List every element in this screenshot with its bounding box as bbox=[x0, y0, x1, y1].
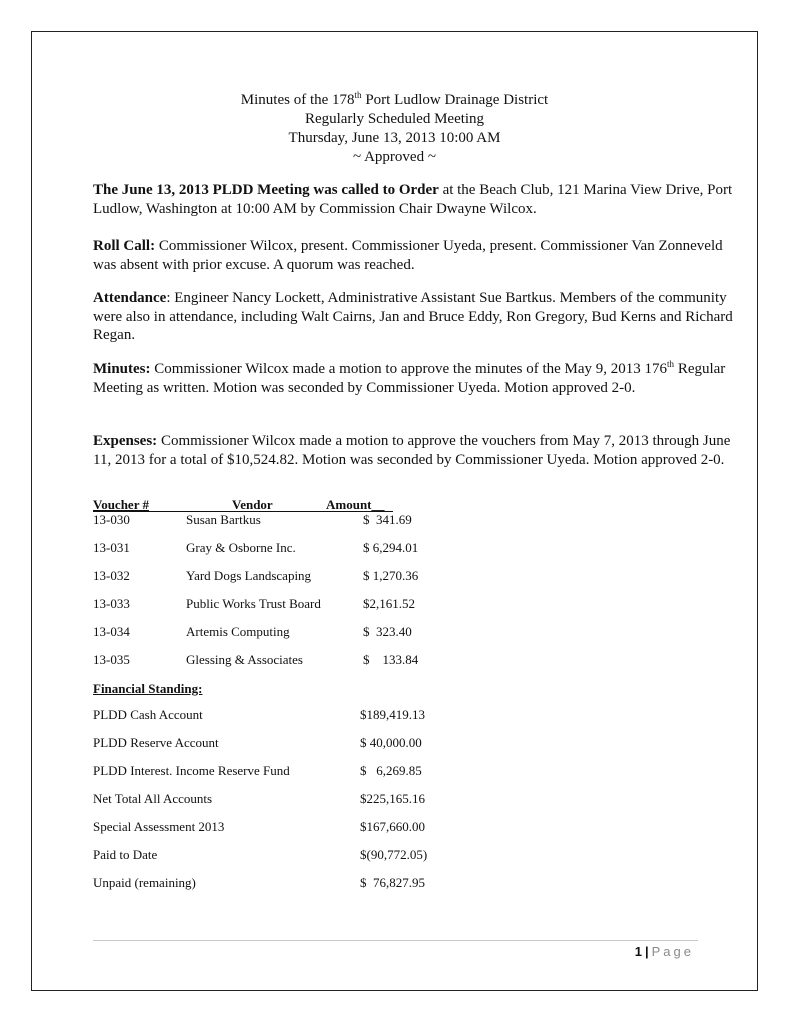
title-line-3: Thursday, June 13, 2013 10:00 AM bbox=[288, 130, 501, 146]
vendor-name: Susan Bartkus bbox=[186, 512, 261, 527]
roll-call-heading: Roll Call: bbox=[93, 238, 156, 254]
footer-divider bbox=[93, 940, 698, 941]
page-footer bbox=[635, 944, 694, 959]
amount-column-header: Amount__ bbox=[326, 497, 385, 512]
table-row bbox=[0, 652, 791, 670]
vendor-name: Artemis Computing bbox=[186, 624, 290, 639]
vendor-name: Public Works Trust Board bbox=[186, 596, 321, 611]
title-line-1: Minutes of the 178th Port Ludlow Drainage District bbox=[240, 90, 549, 108]
account-amount: $225,165.16 bbox=[360, 791, 425, 806]
voucher-column-header: Voucher # bbox=[93, 497, 149, 512]
account-amount: $ 6,269.85 bbox=[360, 763, 422, 778]
financial-row bbox=[0, 735, 791, 753]
account-amount: $167,660.00 bbox=[360, 819, 425, 834]
financial-row bbox=[0, 875, 791, 893]
call-to-order-heading: The June 13, 2013 PLDD Meeting was called to Order bbox=[93, 182, 439, 198]
table-row bbox=[0, 624, 791, 642]
footer-separator: | bbox=[644, 944, 649, 959]
voucher-amount: $ 133.84 bbox=[363, 652, 419, 667]
voucher-amount: $2,161.52 bbox=[363, 596, 415, 611]
attendance-paragraph: Attendance: Engineer Nancy Lockett, Administrative Assistant Sue Bartkus. Members of the community were also in attendance, including Walt Cairns, Jan and Bruce Eddy, Ron Gregory, Bud Kerns and Richard Regan. bbox=[93, 290, 733, 343]
expenses-paragraph: Expenses: Commissioner Wilcox made a motion to approve the vouchers from May 7, 2013 through June 11, 2013 for a total of $10,524.82. Motion was seconded by Commissioner Uyeda. Motion approved 2-0. bbox=[93, 433, 731, 468]
page-number: 1 bbox=[634, 944, 642, 959]
voucher-number: 13-032 bbox=[93, 568, 130, 583]
table-row bbox=[0, 596, 791, 614]
vendor-column-header: Vendor bbox=[232, 497, 273, 512]
voucher-number: 13-030 bbox=[93, 512, 130, 527]
roll-call-paragraph: Roll Call: Commissioner Wilcox, present. Commissioner Uyeda, present. Commissioner Van Zonneveld was absent with prior excuse. A quorum was reached. bbox=[93, 238, 723, 273]
account-label: Special Assessment 2013 bbox=[93, 819, 225, 834]
title-line-4: ~ Approved ~ bbox=[353, 149, 436, 165]
expenses-heading: Expenses: bbox=[93, 433, 158, 449]
account-amount: $ 40,000.00 bbox=[360, 735, 422, 750]
voucher-amount: $ 6,294.01 bbox=[363, 540, 419, 555]
account-label: PLDD Cash Account bbox=[93, 707, 203, 722]
account-label: Unpaid (remaining) bbox=[93, 875, 196, 890]
voucher-number: 13-034 bbox=[93, 624, 130, 639]
account-label: Net Total All Accounts bbox=[93, 791, 213, 806]
vendor-name: Yard Dogs Landscaping bbox=[186, 568, 312, 583]
call-to-order-paragraph: The June 13, 2013 PLDD Meeting was called to Order at the Beach Club, 121 Marina View Drive, Port Ludlow, Washington at 10:00 AM by Commission Chair Dwayne Wilcox. bbox=[93, 182, 733, 217]
voucher-amount: $ 341.69 bbox=[363, 512, 412, 527]
table-row bbox=[0, 540, 791, 558]
financial-row bbox=[0, 763, 791, 781]
financial-standing-title: Financial Standing: bbox=[93, 681, 203, 696]
account-amount: $(90,772.05) bbox=[360, 847, 428, 862]
table-row bbox=[0, 512, 791, 530]
document-title bbox=[31, 91, 758, 167]
voucher-number: 13-035 bbox=[93, 652, 130, 667]
vendor-name: Gray & Osborne Inc. bbox=[186, 540, 296, 555]
account-amount: $189,419.13 bbox=[360, 707, 425, 722]
attendance-heading: Attendance bbox=[93, 290, 167, 306]
table-row bbox=[0, 568, 791, 586]
minutes-paragraph: Minutes: Commissioner Wilcox made a motion to approve the minutes of the May 9, 2013 176th Regular Meeting as written. Motion was seconded by Commissioner Uyeda. Motion approved 2-0. bbox=[93, 359, 726, 396]
financial-row bbox=[0, 707, 791, 725]
title-line-2: Regularly Scheduled Meeting bbox=[304, 111, 485, 127]
account-label: Paid to Date bbox=[93, 847, 158, 862]
financial-row bbox=[0, 847, 791, 865]
minutes-heading: Minutes: bbox=[93, 361, 151, 377]
account-amount: $ 76,827.95 bbox=[360, 875, 425, 890]
voucher-number: 13-031 bbox=[93, 540, 130, 555]
voucher-amount: $ 1,270.36 bbox=[363, 568, 419, 583]
vendor-name: Glessing & Associates bbox=[186, 652, 303, 667]
financial-row bbox=[0, 819, 791, 837]
account-label: PLDD Interest. Income Reserve Fund bbox=[93, 763, 290, 778]
financial-row bbox=[0, 791, 791, 809]
account-label: PLDD Reserve Account bbox=[93, 735, 219, 750]
voucher-number: 13-033 bbox=[93, 596, 130, 611]
page-word: Page bbox=[651, 944, 694, 959]
voucher-amount: $ 323.40 bbox=[363, 624, 412, 639]
